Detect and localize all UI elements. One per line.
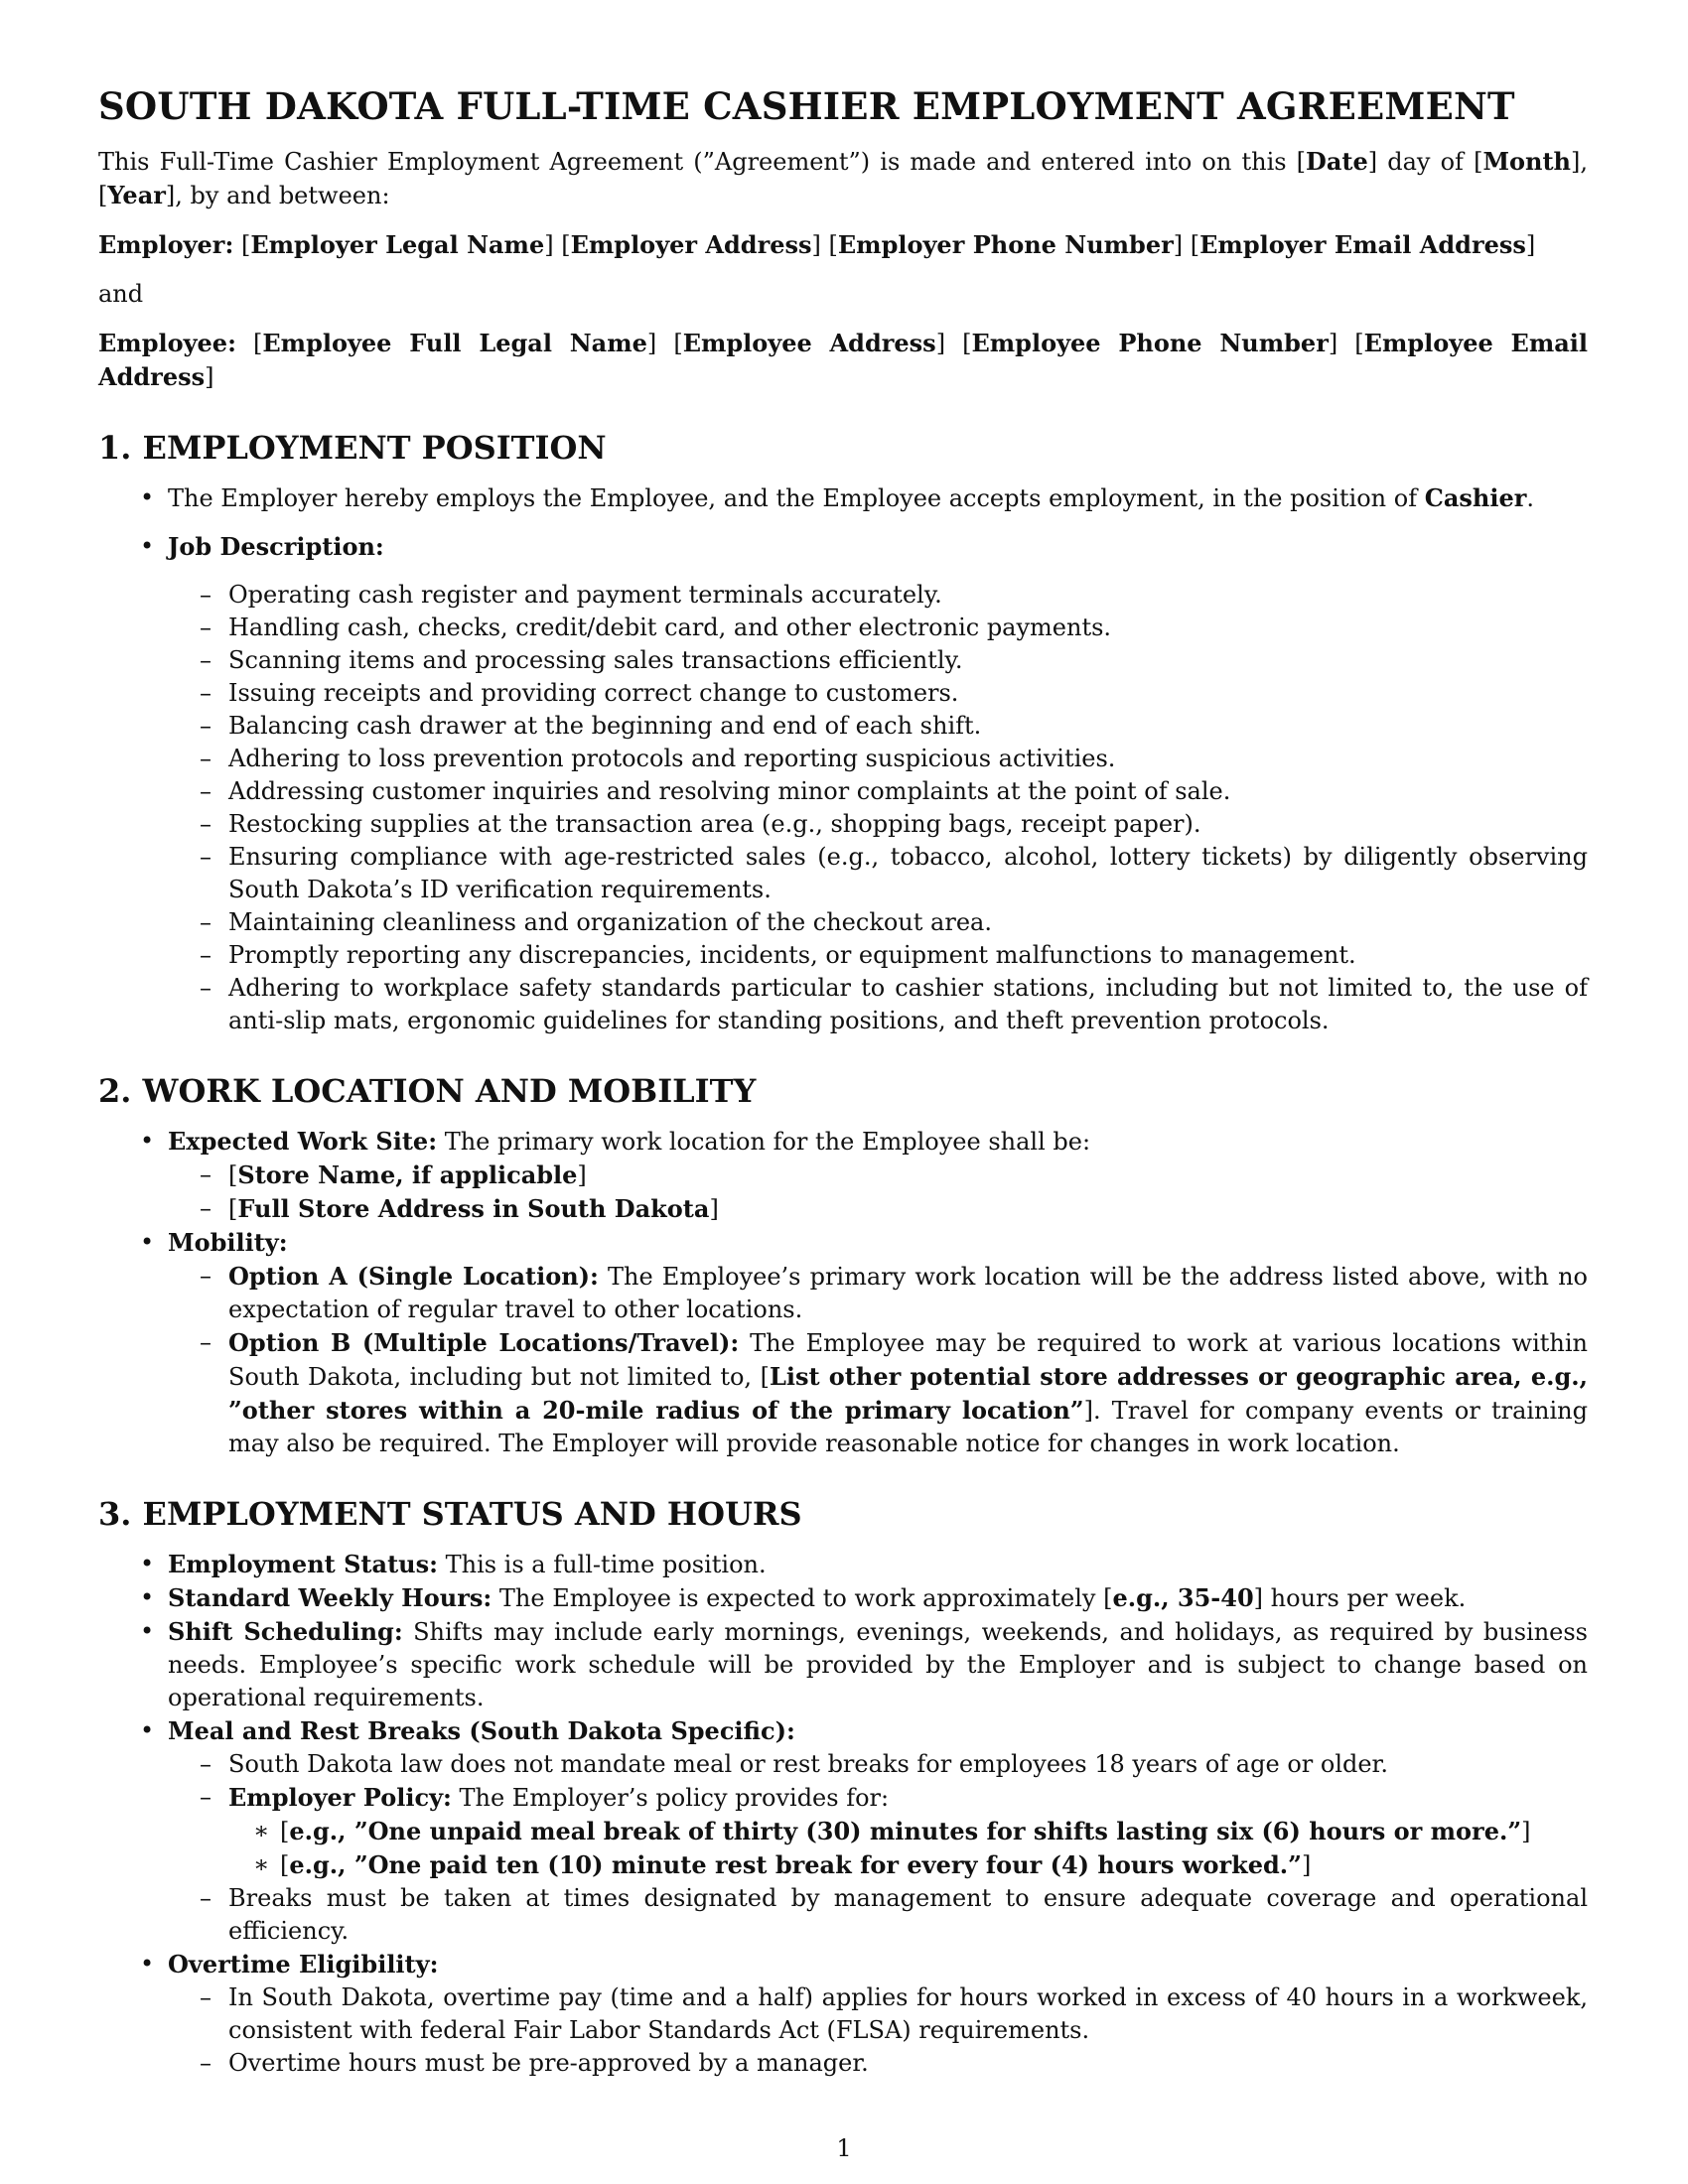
employer-email-placeholder: Employer Email Address bbox=[1199, 230, 1526, 259]
breaks-law-item: – South Dakota law does not mandate meal or rest breaks for employees 18 years of age or older. bbox=[167, 1748, 1588, 1781]
employee-phone-placeholder: Employee Phone Number bbox=[971, 329, 1329, 357]
option-b-text: The Employee may be required to work at various locations within South Dakota, including but not limited to, [ bbox=[228, 1329, 1588, 1391]
store-address-item: – [Full Store Address in South Dakota] bbox=[167, 1192, 1588, 1226]
duty-item: – Operating cash register and payment terminals accurately. bbox=[167, 579, 1588, 612]
duty-item: – Adhering to loss prevention protocols and reporting suspicious activities. bbox=[167, 743, 1588, 775]
weekly-hours-label: Standard Weekly Hours: bbox=[168, 1583, 492, 1612]
duty-item: – Issuing receipts and providing correct change to customers. bbox=[167, 677, 1588, 710]
employee-address-placeholder: Employee Address bbox=[682, 329, 936, 357]
document-page bbox=[98, 83, 1588, 2080]
overtime-rule-item: – In South Dakota, overtime pay (time and a half) applies for hours worked in excess of 40 hours in a workweek, consistent with federal Fair Labor Standards Act (FLSA) requirements. bbox=[167, 1981, 1588, 2047]
intro-text: ], [ bbox=[98, 148, 1588, 209]
employee-email-placeholder: Employee Email Address bbox=[98, 329, 1588, 391]
policy-placeholder: e.g., ”One unpaid meal break of thirty (30) minutes for shifts lasting six (6) hours or more.” bbox=[289, 1817, 1522, 1845]
work-site-label: Expected Work Site: bbox=[168, 1127, 438, 1156]
employer-phone-placeholder: Employer Phone Number bbox=[837, 230, 1174, 259]
overtime-label: Overtime Eligibility: bbox=[168, 1950, 439, 1979]
overtime-rule-item: – Overtime hours must be pre-approved by a manager. bbox=[167, 2047, 1588, 2080]
employee-name-placeholder: Employee Full Legal Name bbox=[262, 329, 647, 357]
duties-list bbox=[168, 579, 1588, 1037]
shift-scheduling-label: Shift Scheduling: bbox=[168, 1617, 403, 1646]
employment-status-text: This is a full-time position. bbox=[437, 1551, 767, 1578]
section-3-list bbox=[98, 1548, 1588, 2080]
duty-item: – Balancing cash drawer at the beginning and end of each shift. bbox=[167, 710, 1588, 743]
duty-item: – Ensuring compliance with age-restricted sales (e.g., tobacco, alcohol, lottery tickets) by diligently observing South Dakota’s ID verification requirements. bbox=[167, 841, 1588, 906]
employer-name-placeholder: Employer Legal Name bbox=[250, 230, 545, 259]
intro-text: ] day of [ bbox=[1367, 148, 1483, 176]
position-text: The Employer hereby employs the Employee, and the Employee accepts employment, in the position of bbox=[168, 484, 1425, 512]
option-a-text: The Employee’s primary work location will be the address listed above, with no expectation of regular travel to other locations. bbox=[228, 1263, 1588, 1323]
employer-label: Employer: bbox=[98, 230, 234, 259]
year-placeholder: Year bbox=[107, 181, 166, 209]
mobility-item bbox=[98, 1226, 1588, 1460]
section-2-list bbox=[98, 1125, 1588, 1460]
date-placeholder: Date bbox=[1306, 147, 1368, 176]
weekly-hours-text: ] hours per week. bbox=[1253, 1584, 1467, 1612]
employee-block: Employee: [Employee Full Legal Name] [Employee Address] [Employee Phone Number] [Employee Email Address] bbox=[98, 329, 1588, 391]
breaks-item bbox=[98, 1714, 1588, 1948]
position-end: . bbox=[1526, 484, 1535, 512]
policy-placeholder: e.g., ”One paid ten (10) minute rest break for every four (4) hours worked.” bbox=[289, 1850, 1302, 1879]
policy-item: ∗ [e.g., ”One paid ten (10) minute rest break for every four (4) hours worked.”] bbox=[228, 1848, 1588, 1882]
intro-paragraph bbox=[98, 145, 1588, 212]
duty-item: – Addressing customer inquiries and resolving minor complaints at the point of sale. bbox=[167, 775, 1588, 808]
store-address-placeholder: Full Store Address in South Dakota bbox=[237, 1194, 710, 1223]
employer-policy-text: The Employer’s policy provides for: bbox=[451, 1784, 890, 1812]
job-description-label: Job Description: bbox=[168, 532, 384, 561]
position-item bbox=[98, 481, 1588, 515]
mobility-options-list bbox=[168, 1260, 1588, 1460]
option-b-placeholder: List other potential store addresses or geographic area, e.g., ”other stores within a 20-mile radius of the primary location” bbox=[228, 1362, 1589, 1425]
section-1-heading: 1. EMPLOYMENT POSITION bbox=[98, 429, 607, 467]
work-site-text: The primary work location for the Employee shall be: bbox=[437, 1128, 1091, 1156]
store-name-item: – [Store Name, if applicable] bbox=[167, 1159, 1588, 1192]
employer-policy-label: Employer Policy: bbox=[228, 1783, 452, 1812]
section-1-list bbox=[98, 481, 1588, 1037]
duty-item: – Maintaining cleanliness and organization of the checkout area. bbox=[167, 906, 1588, 939]
work-site-list bbox=[168, 1159, 1588, 1226]
employer-policy-item bbox=[167, 1781, 1588, 1882]
employment-status-label: Employment Status: bbox=[168, 1550, 438, 1578]
section-3-heading: 3. EMPLOYMENT STATUS AND HOURS bbox=[98, 1495, 802, 1533]
intro-text: ], by and between: bbox=[165, 182, 390, 209]
page-number: 1 bbox=[836, 2134, 852, 2162]
duty-item: – Promptly reporting any discrepancies, incidents, or equipment malfunctions to management. bbox=[167, 939, 1588, 972]
policy-item: ∗ [e.g., ”One unpaid meal break of thirty (30) minutes for shifts lasting six (6) hours or more.”] bbox=[228, 1815, 1588, 1848]
duty-item: – Restocking supplies at the transaction area (e.g., shopping bags, receipt paper). bbox=[167, 808, 1588, 841]
employer-block: Employer: [Employer Legal Name] [Employer Address] [Employer Phone Number] [Employer Email Address] bbox=[98, 230, 1536, 259]
weekly-hours-text: The Employee is expected to work approximately [ bbox=[492, 1584, 1113, 1612]
option-a-item bbox=[167, 1260, 1588, 1326]
document-title: SOUTH DAKOTA FULL-TIME CASHIER EMPLOYMENT AGREEMENT bbox=[98, 84, 1515, 128]
employer-address-placeholder: Employer Address bbox=[570, 230, 812, 259]
option-b-text: ]. Travel for company events or training may also be required. The Employer will provide reasonable notice for changes in work location. bbox=[228, 1397, 1589, 1457]
employment-status-item bbox=[98, 1548, 1588, 1581]
weekly-hours-placeholder: e.g., 35-40 bbox=[1112, 1583, 1254, 1612]
breaks-list bbox=[168, 1748, 1588, 1948]
overtime-list bbox=[168, 1981, 1588, 2080]
shift-scheduling-text: Shifts may include early mornings, evenings, weekends, and holidays, as required by business needs. Employee’s specific work schedule will be provided by the Employer and is subject to change based on operational requirements. bbox=[168, 1618, 1588, 1711]
mobility-label: Mobility: bbox=[168, 1228, 288, 1257]
store-name-placeholder: Store Name, if applicable bbox=[237, 1160, 578, 1189]
breaks-note-item: – Breaks must be taken at times designated by management to ensure adequate coverage and operational efficiency. bbox=[167, 1882, 1588, 1948]
option-b-label: Option B (Multiple Locations/Travel): bbox=[228, 1328, 740, 1357]
weekly-hours-item bbox=[98, 1581, 1588, 1615]
shift-scheduling-item bbox=[98, 1615, 1588, 1714]
employee-label: Employee: bbox=[98, 329, 236, 357]
duty-item: – Handling cash, checks, credit/debit card, and other electronic payments. bbox=[167, 612, 1588, 644]
work-site-item bbox=[98, 1125, 1588, 1226]
job-description-item bbox=[98, 530, 1588, 1037]
option-b-item bbox=[167, 1326, 1588, 1460]
overtime-item bbox=[98, 1948, 1588, 2080]
policy-list bbox=[228, 1815, 1588, 1882]
and-text: and bbox=[98, 280, 144, 308]
position-title: Cashier bbox=[1424, 483, 1527, 512]
intro-text: This Full-Time Cashier Employment Agreement (”Agreement”) is made and entered into on this [ bbox=[98, 148, 1307, 176]
duty-item: – Adhering to workplace safety standards particular to cashier stations, including but not limited to, the use of anti-slip mats, ergonomic guidelines for standing positions, and theft prevention protocols. bbox=[167, 972, 1588, 1037]
option-a-label: Option A (Single Location): bbox=[228, 1262, 599, 1291]
month-placeholder: Month bbox=[1482, 147, 1571, 176]
breaks-label: Meal and Rest Breaks (South Dakota Specific): bbox=[168, 1716, 795, 1745]
section-2-heading: 2. WORK LOCATION AND MOBILITY bbox=[98, 1072, 757, 1110]
duty-item: – Scanning items and processing sales transactions efficiently. bbox=[167, 644, 1588, 677]
